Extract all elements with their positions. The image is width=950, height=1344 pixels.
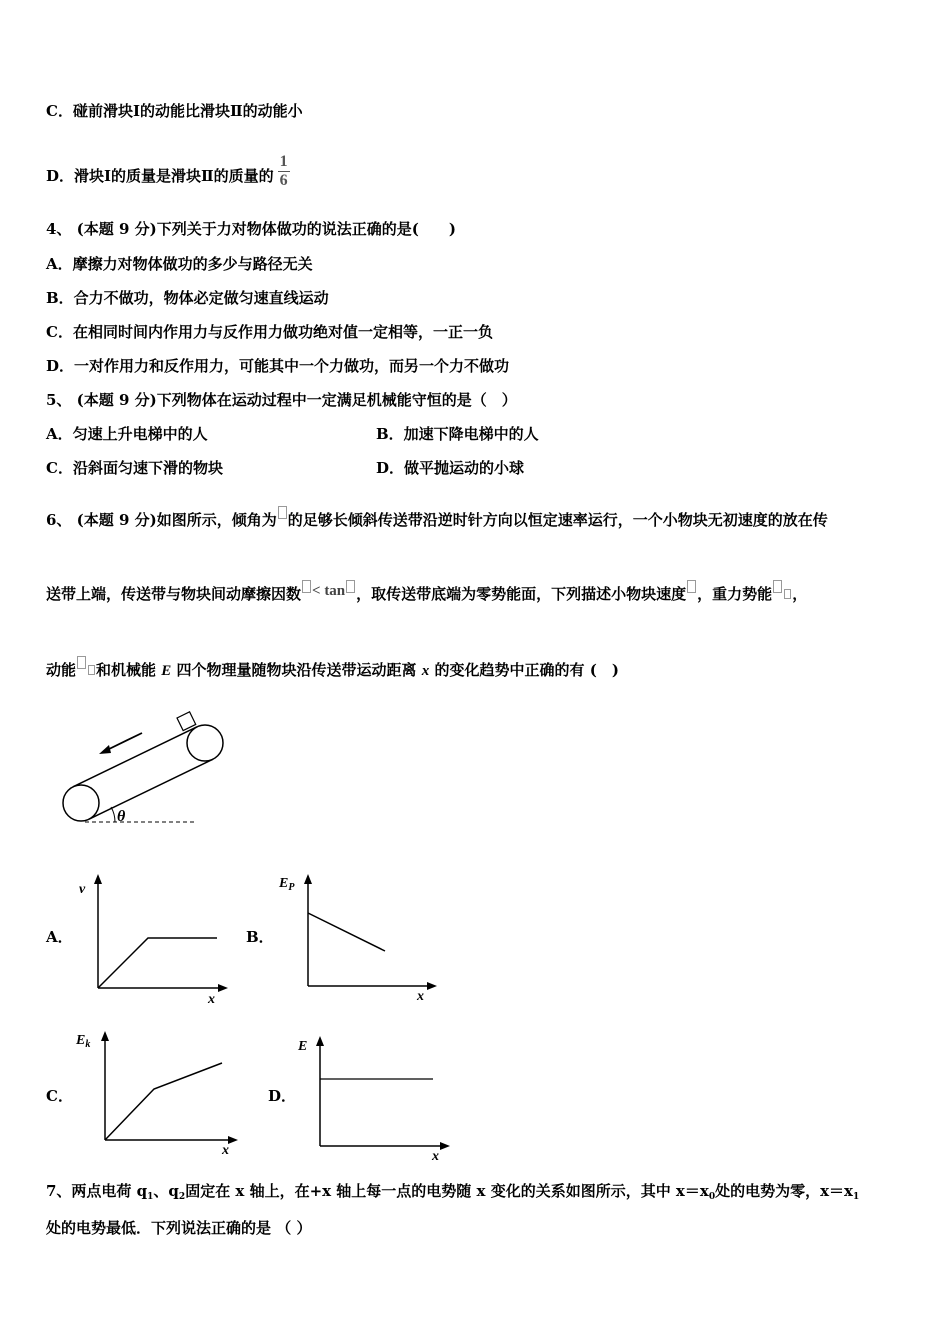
theta-placeholder-box	[278, 506, 287, 519]
graph-option-a-label: A．	[46, 928, 73, 946]
graph-a	[70, 868, 240, 1008]
q7-line-1a: 7、两点电荷 q	[46, 1182, 148, 1200]
q5-option-d: D．做平抛运动的小球	[376, 459, 525, 477]
ek-placeholder-box	[77, 656, 86, 669]
x-axis-label: x	[208, 992, 215, 1007]
q7-sub-2: 2	[178, 1192, 186, 1202]
q7-line-2: 处的电势最低．下列说法正确的是 （ ）	[46, 1219, 312, 1237]
arrow-shaft	[105, 733, 142, 751]
q7-line-1b: 、q	[153, 1182, 179, 1200]
q4-option-b: B．合力不做功，物体必定做匀速直线运动	[46, 289, 329, 307]
q6-line-1b: 的足够长倾斜传送带沿逆时针方向以恒定速率运行，一个小物块无初速度的放在传	[287, 511, 828, 529]
var-x: x	[421, 663, 430, 679]
y-axis-arrow	[316, 1036, 324, 1046]
angle-arc	[111, 807, 115, 822]
q7-line-1d: 处的电势为零，x＝x	[715, 1182, 853, 1200]
q6-line-2	[46, 580, 807, 604]
ep-sub-placeholder-box	[784, 589, 791, 599]
q6-line-2b: ，取传送带底端为零势能面，下列描述小物块速度	[356, 585, 687, 603]
x-axis-label: x	[222, 1143, 229, 1158]
arrow-head	[99, 745, 111, 754]
ep-placeholder-box	[773, 580, 782, 593]
tan-inequality: < tan	[312, 583, 346, 599]
q6-line-3b: 和机械能	[96, 661, 157, 679]
q3-option-c: C．碰前滑块Ⅰ的动能比滑块Ⅱ的动能小	[46, 102, 303, 120]
y-axis-label: E	[298, 1039, 308, 1054]
mu-placeholder-box	[302, 580, 311, 593]
q6-line-3a: 动能	[46, 661, 77, 679]
q5-option-c: C．沿斜面匀速下滑的物块	[46, 459, 223, 477]
q6-line-1	[46, 506, 828, 530]
q4-option-c: C．在相同时间内作用力与反作用力做功绝对值一定相等，一正一负	[46, 323, 493, 341]
fraction-denominator: 6	[279, 172, 288, 189]
q5-option-b: B．加速下降电梯中的人	[376, 425, 539, 443]
belt-bottom	[89, 759, 213, 819]
q7-line-1c: 固定在 x 轴上，在+x 轴上每一点的电势随 x 变化的关系如图所示，其中 x＝x	[185, 1182, 709, 1200]
y-axis-label: $E_k$	[76, 1033, 91, 1050]
q7-sub-0: 0	[708, 1192, 716, 1202]
conveyor-belt-figure	[55, 710, 245, 830]
x-axis-label: x	[432, 1149, 439, 1164]
theta-label: θ	[117, 808, 126, 825]
fraction-one-sixth	[278, 153, 290, 190]
q6-line-2a: 送带上端，传送带与物块间动摩擦因数	[46, 585, 302, 603]
graph-option-d-label: D．	[268, 1087, 297, 1105]
upper-pulley	[187, 725, 223, 761]
q4-option-d: D．一对作用力和反作用力，可能其中一个力做功，而另一个力不做功	[46, 357, 510, 375]
q7-line-1	[46, 1181, 859, 1207]
graph-option-b-label: B．	[246, 928, 274, 946]
q5-option-a: A．匀速上升电梯中的人	[46, 425, 208, 443]
q6-line-2c: ，重力势能	[697, 585, 773, 603]
theta-placeholder-box	[346, 580, 355, 593]
q4-option-a: A．摩擦力对物体做功的多少与路径无关	[46, 255, 313, 273]
fraction-numerator: 1	[279, 153, 288, 170]
q7-sub-3: 1	[852, 1192, 860, 1202]
graph-c	[72, 1025, 247, 1160]
y-axis-arrow	[94, 874, 102, 884]
y-axis-arrow	[304, 874, 312, 884]
x-axis-arrow	[440, 1142, 450, 1150]
x-axis-arrow	[218, 984, 228, 992]
graph-d	[292, 1030, 467, 1165]
lower-pulley	[63, 785, 99, 821]
y-axis-label: $E_P$	[279, 876, 295, 893]
y-axis-label: v	[79, 882, 86, 897]
small-block	[177, 712, 196, 731]
x-axis-arrow	[427, 982, 437, 990]
ep-curve	[308, 913, 385, 951]
v-curve	[98, 938, 217, 988]
q5-stem: 5、 (本题 9 分)下列物体在运动过程中一定满足机械能守恒的是（ ）	[46, 391, 517, 409]
graph-option-c-label: C．	[46, 1087, 73, 1105]
x-axis-label: x	[417, 989, 424, 1004]
var-E: E	[161, 663, 172, 679]
graph-b	[275, 868, 445, 1008]
v-placeholder-box	[687, 580, 696, 593]
q6-line-1a: 6、 (本题 9 分)如图所示，倾角为	[46, 511, 277, 529]
q6-line-3d: 的变化趋势中正确的有 ( )	[434, 661, 619, 679]
q6-line-3	[46, 656, 619, 681]
ek-curve	[105, 1063, 222, 1140]
q4-stem: 4、 (本题 9 分)下列关于力对物体做功的说法正确的是( )	[46, 220, 456, 238]
q6-line-2d: ，	[792, 585, 808, 603]
y-axis-arrow	[101, 1031, 109, 1041]
q3-option-d-text: D．滑块Ⅰ的质量是滑块Ⅱ的质量的	[46, 167, 274, 185]
q6-line-3c: 四个物理量随物块沿传送带运动距离	[176, 661, 417, 679]
ek-sub-placeholder-box	[88, 665, 95, 675]
q3-option-d	[46, 153, 290, 190]
x-axis-arrow	[228, 1136, 238, 1144]
q7-sub-1: 1	[147, 1192, 154, 1202]
